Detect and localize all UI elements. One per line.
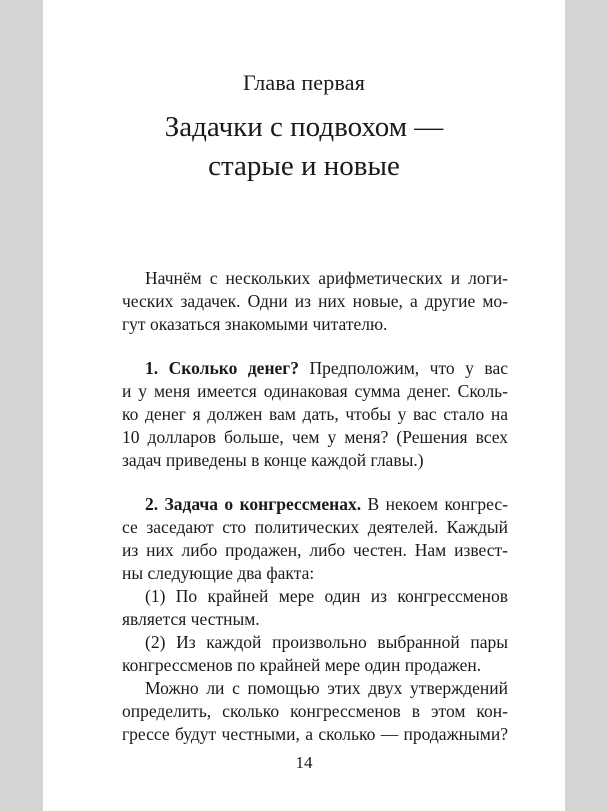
paragraph-line: задач приведены в конце каждой главы.) xyxy=(122,450,424,470)
page-number: 14 xyxy=(295,753,313,772)
chapter-title-line: старые и новые xyxy=(208,150,400,182)
paragraph-line: конгрессменов по крайней мере один продажен. xyxy=(122,655,482,675)
paragraph-line: 10 долларов больше, чем у меня? (Решения всех xyxy=(122,427,508,447)
paragraph-line: (1) По крайней мере один из конгрессменов xyxy=(145,586,508,606)
paragraph-line: является честным. xyxy=(122,609,260,629)
paragraph-line: ко денег я должен вам дать, чтобы у вас стало на xyxy=(122,404,508,424)
paragraph-line: се заседают сто политических деятелей. Каждый xyxy=(122,517,508,537)
paragraph-line: определить, сколько конгрессменов в этом кон- xyxy=(122,701,508,721)
book-page xyxy=(43,0,565,811)
paragraph-line: Начнём с нескольких арифметических и логи- xyxy=(145,268,508,288)
problem-heading: 2. Задача о конгрессменах. xyxy=(145,494,362,514)
problem-heading-line xyxy=(122,493,508,516)
paragraph-line: из них либо продажен, либо честен. Нам извест- xyxy=(122,540,508,560)
paragraph-line: Можно ли с помощью этих двух утверждений xyxy=(145,678,508,698)
paragraph-line: грессе будут честными, а сколько — продажными? xyxy=(122,724,508,744)
problem-heading-line xyxy=(122,357,508,380)
chapter-label: Глава первая xyxy=(242,70,366,95)
paragraph-text: В некоем конгрес- xyxy=(361,494,508,514)
paragraph-line: и у меня имеется одинаковая сумма денег. Сколь- xyxy=(122,381,508,401)
problem-heading: 1. Сколько денег? xyxy=(145,358,299,378)
paragraph-text: Предположим, что у вас xyxy=(299,358,508,378)
paragraph-line: ны следующие два факта: xyxy=(122,563,315,583)
paragraph-line: (2) Из каждой произвольно выбранной пары xyxy=(145,632,508,652)
body-text xyxy=(122,267,508,746)
chapter-title-line: Задачки с подвохом — xyxy=(164,111,444,143)
chapter-title xyxy=(43,108,565,186)
paragraph-line: гут оказаться знакомыми читателю. xyxy=(122,314,388,334)
paragraph-line: ческих задачек. Одни из них новые, а другие мо- xyxy=(122,291,508,311)
